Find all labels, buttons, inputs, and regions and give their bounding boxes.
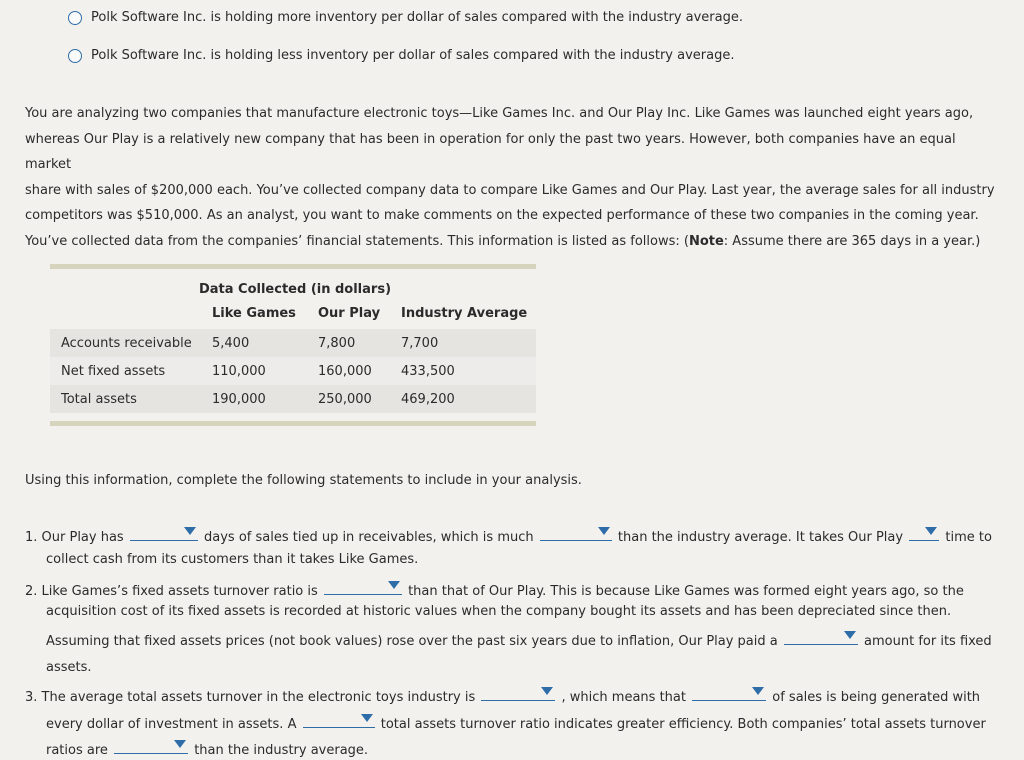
chevron-down-icon[interactable]	[541, 687, 553, 695]
note-text: : Assume there are 365 days in a year.)	[723, 233, 981, 249]
radio-option-less-inventory[interactable]	[68, 48, 734, 63]
table-cell: 469,200	[401, 391, 455, 407]
chevron-down-icon[interactable]	[361, 714, 373, 722]
row-label: Accounts receivable	[61, 335, 192, 351]
table-cell: 7,800	[318, 335, 356, 351]
intro-line: You are analyzing two companies that manufacture electronic toys—Like Games Inc. and Our Play Inc. Like Games was launched eight years ago,	[25, 106, 974, 121]
q2-dropdown-amount[interactable]	[784, 630, 858, 645]
q3-text: every dollar of investment in assets. A	[46, 717, 297, 732]
intro-line: share with sales of $200,000 each. You’ve collected company data to compare Like Games and Our Play. Last year, the average sales for all industry	[25, 182, 995, 198]
question-2-line-3	[46, 630, 992, 649]
question-1-line-1	[25, 526, 992, 545]
table-cell: 110,000	[212, 363, 266, 379]
q3-dropdown-industry-turnover[interactable]	[481, 686, 555, 701]
q3-text: than the industry average.	[194, 743, 369, 758]
q3-dropdown-ratio-level[interactable]	[303, 713, 375, 728]
q2-text: amount for its fixed	[864, 634, 992, 649]
q2-text: Assuming that fixed assets prices (not book values) rose over the past six years due to inflation, Our Play paid a	[46, 634, 778, 649]
q2-text-line-4: assets.	[46, 660, 92, 675]
table-cell: 190,000	[212, 391, 266, 407]
intro-paragraph	[25, 101, 1000, 254]
intro-line: whereas Our Play is a relatively new company that has been in operation for only the past two years. However, both companies have an equal market	[25, 131, 956, 172]
radio-button[interactable]	[68, 49, 82, 63]
table-cell: 250,000	[318, 391, 372, 407]
table-row	[50, 329, 536, 357]
column-header: Industry Average	[401, 306, 528, 321]
chevron-down-icon[interactable]	[925, 527, 937, 535]
q1-text: than the industry average. It takes Our Play	[617, 530, 904, 545]
table-cell: 7,700	[401, 335, 439, 351]
q2-text: than that of Our Play. This is because Like Games was formed eight years ago, so the	[408, 584, 964, 599]
row-label: Net fixed assets	[61, 363, 166, 379]
q1-text: days of sales tied up in receivables, which is much	[204, 530, 534, 545]
row-label: Total assets	[61, 391, 137, 407]
q3-text: 3. The average total assets turnover in the electronic toys industry is	[25, 690, 476, 705]
q3-text: total assets turnover ratio indicates greater efficiency. Both companies’ total assets turnover	[380, 717, 986, 732]
q2-dropdown-ratio[interactable]	[324, 580, 402, 595]
question-3-line-3	[46, 739, 368, 758]
question-3-line-1	[25, 686, 980, 705]
column-header: Like Games	[212, 306, 296, 321]
option-label: Polk Software Inc. is holding less inventory per dollar of sales compared with the industry average.	[91, 48, 735, 63]
q2-text: 2. Like Games’s fixed assets turnover ratio is	[25, 584, 318, 599]
option-label: Polk Software Inc. is holding more inventory per dollar of sales compared with the industry average.	[91, 10, 743, 25]
q1-dropdown-days[interactable]	[130, 526, 198, 541]
table-body	[50, 329, 536, 413]
table-cell: 160,000	[318, 363, 372, 379]
table-title: Data Collected (in dollars)	[198, 282, 392, 297]
q1-text: time to	[945, 530, 992, 545]
q3-dropdown-comparison[interactable]	[114, 739, 188, 754]
chevron-down-icon[interactable]	[174, 740, 186, 748]
q1-dropdown-time[interactable]	[909, 526, 939, 541]
q3-text: ratios are	[46, 743, 108, 758]
table-header-row	[50, 306, 536, 321]
note-label: Note	[688, 233, 724, 249]
note-open: (	[683, 233, 689, 249]
table-row	[50, 385, 536, 413]
radio-button[interactable]	[68, 11, 82, 25]
intro-line-text: You’ve collected data from the companies’ financial statements. This information is listed as follows:	[25, 233, 684, 249]
column-header: Our Play	[318, 306, 381, 321]
chevron-down-icon[interactable]	[844, 631, 856, 639]
table-cell: 433,500	[401, 363, 455, 379]
q1-text-line-2: collect cash from its customers than it takes Like Games.	[46, 552, 419, 567]
chevron-down-icon[interactable]	[598, 527, 610, 535]
radio-option-more-inventory[interactable]	[68, 10, 743, 25]
q2-text-line-2: acquisition cost of its fixed assets is recorded at historic values when the company bought its assets and has been depreciated since then.	[46, 604, 952, 619]
q1-text: 1. Our Play has	[25, 530, 124, 545]
q3-text: of sales is being generated with	[772, 690, 981, 705]
instruction-text: Using this information, complete the following statements to include in your analysis.	[25, 473, 582, 488]
q3-dropdown-sales-amount[interactable]	[692, 686, 766, 701]
table-cell: 5,400	[212, 335, 250, 351]
chevron-down-icon[interactable]	[388, 581, 400, 589]
table-row	[50, 357, 536, 385]
table-top-bar	[50, 264, 536, 269]
data-table	[50, 264, 536, 426]
intro-line	[25, 229, 1000, 255]
question-3-line-2	[46, 713, 986, 732]
table-bottom-bar	[50, 421, 536, 426]
chevron-down-icon[interactable]	[752, 687, 764, 695]
question-2-line-1	[25, 580, 964, 599]
intro-line: competitors was $510,000. As an analyst, you want to make comments on the expected performance of these two companies in the coming year.	[25, 208, 979, 223]
chevron-down-icon[interactable]	[184, 527, 196, 535]
q1-dropdown-comparison[interactable]	[540, 526, 612, 541]
q3-text: , which means that	[561, 690, 686, 705]
header-spacer	[50, 306, 212, 321]
